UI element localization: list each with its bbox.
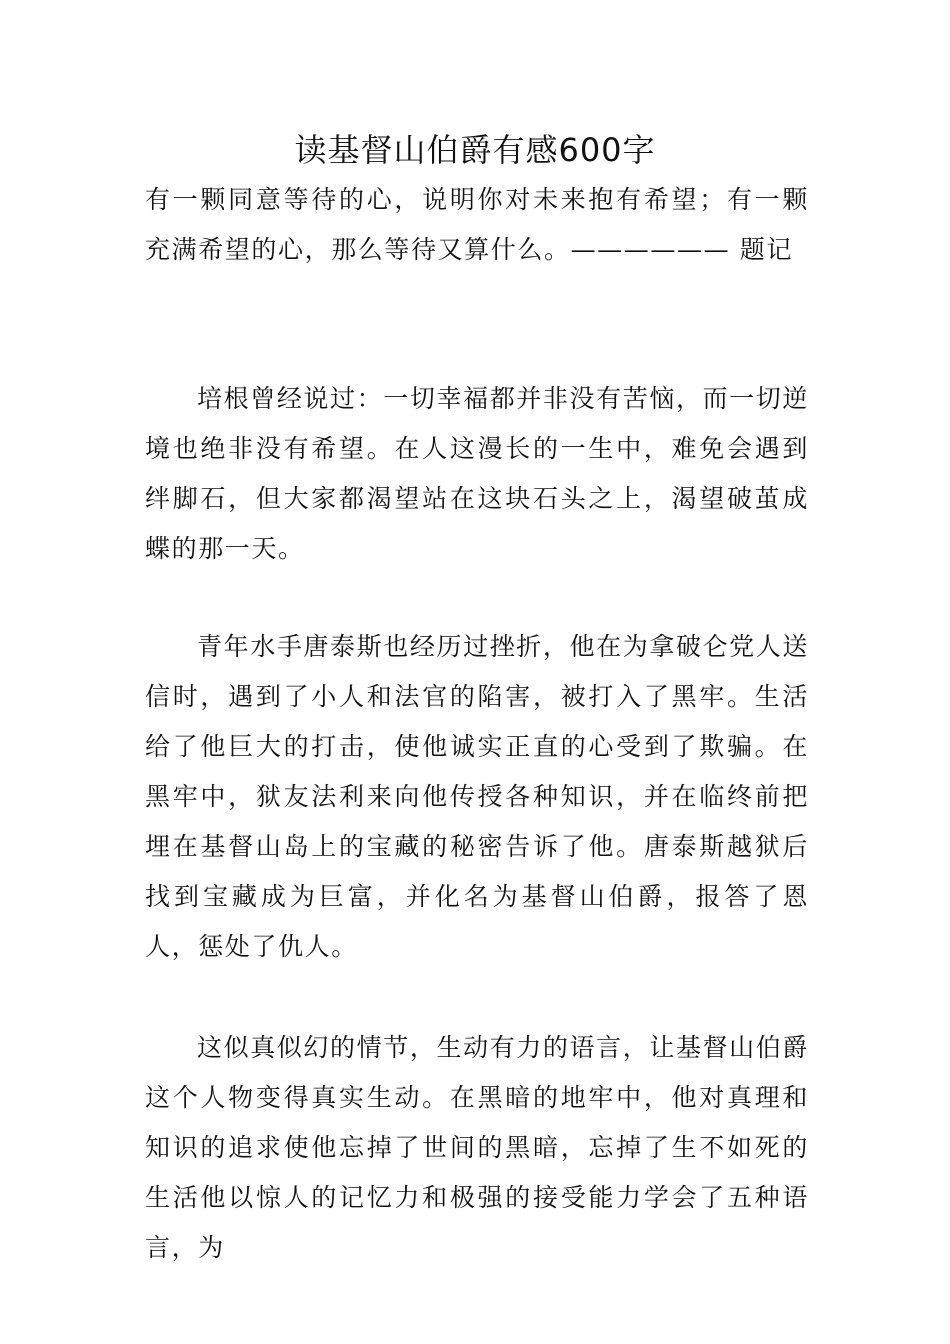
epigraph: 有一颗同意等待的心，说明你对未来抱有希望；有一颗充满希望的心，那么等待又算什么。—————— 题记 [145,185,809,264]
paragraph: 这似真似幻的情节，生动有力的语言，让基督山伯爵这个人物变得真实生动。在黑暗的地牢中，他对真理和知识的追求使他忘掉了世间的黑暗，忘掉了生不如死的生活他以惊人的记忆力和极强的接受能力学会了五种语言，为 [145,1033,809,1262]
paragraph: 培根曾经说过：一切幸福都并非没有苦恼，而一切逆境也绝非没有希望。在人这漫长的一生中，难免会遇到绊脚石，但大家都渴望站在这块石头之上，渴望破茧成蝶的那一天。 [145,384,809,563]
document-title: 读基督山伯爵有感600字 [294,131,656,169]
paragraph: 青年水手唐泰斯也经历过挫折，他在为拿破仑党人送信时，遇到了小人和法官的陷害，被打入了黑牢。生活给了他巨大的打击，使他诚实正直的心受到了欺骗。在黑牢中，狱友法利来向他传授各种知识，并在临终前把埋在基督山岛上的宝藏的秘密告诉了他。唐泰斯越狱后找到宝藏成为巨富，并化名为基督山伯爵，报答了恩人，惩处了仇人。 [145,632,809,961]
